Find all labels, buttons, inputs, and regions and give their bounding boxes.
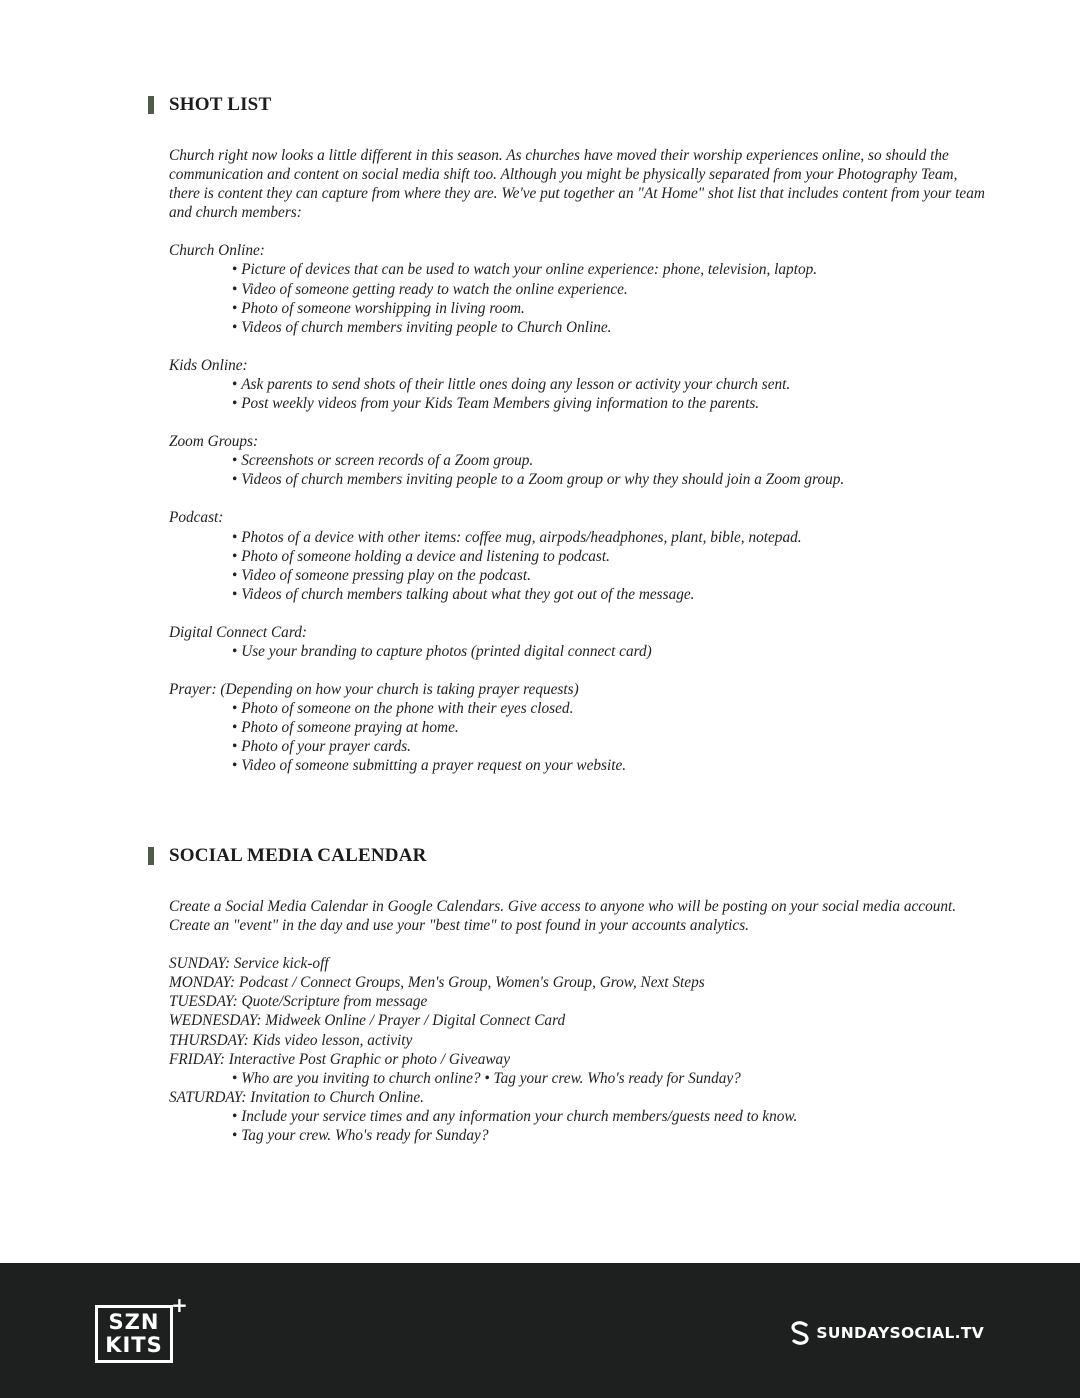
group-title: Prayer: (Depending on how your church is taking prayer requests)	[169, 681, 579, 699]
bullet-list	[169, 1107, 989, 1145]
group-title: Kids Online:	[169, 356, 248, 374]
shot-list-title: SHOT LIST	[169, 94, 272, 115]
list-item: • Ask parents to send shots of their little ones doing any lesson or activity your church sent.	[169, 375, 989, 394]
group-title: Church Online:	[169, 242, 265, 260]
shot-group-prayer	[169, 680, 989, 775]
bullet-list	[169, 699, 989, 775]
calendar-day-wednesday: WEDNESDAY: Midweek Online / Prayer / Digital Connect Card	[169, 1012, 566, 1030]
list-item: • Video of someone pressing play on the podcast.	[169, 566, 989, 585]
calendar-day-thursday: THURSDAY: Kids video lesson, activity	[169, 1031, 413, 1049]
list-item: • Video of someone submitting a prayer request on your website.	[169, 756, 989, 775]
group-title: Digital Connect Card:	[169, 623, 307, 641]
list-item: • Include your service times and any information your church members/guests need to know.	[169, 1107, 989, 1126]
social-calendar-title: SOCIAL MEDIA CALENDAR	[169, 845, 427, 866]
calendar-day-friday: FRIDAY: Interactive Post Graphic or photo / Giveaway	[169, 1050, 510, 1068]
social-calendar-intro: Create a Social Media Calendar in Google Calendars. Give access to anyone who will be posting on your social media account. Create an "event" in the day and use your "best time" to post found in your accounts analytics.	[169, 898, 957, 935]
shot-group-digital-connect-card	[169, 623, 989, 661]
list-item: • Videos of church members talking about what they got out of the message.	[169, 585, 989, 604]
shot-group-kids-online	[169, 356, 989, 413]
shot-group-podcast	[169, 508, 989, 603]
list-item: • Use your branding to capture photos (printed digital connect card)	[169, 642, 989, 661]
logo-text-line1: SZN	[108, 1310, 160, 1334]
list-item: • Photos of a device with other items: coffee mug, airpods/headphones, plant, bible, notepad.	[169, 528, 989, 547]
list-item: • Photo of someone on the phone with their eyes closed.	[169, 699, 989, 718]
list-item: • Photo of someone worshipping in living room.	[169, 299, 989, 318]
logo-text-line2: KITS	[105, 1333, 163, 1357]
weekly-schedule	[169, 954, 989, 1145]
sunday-social-s-icon	[789, 1320, 811, 1346]
bullet-list	[169, 528, 989, 604]
calendar-day-tuesday: TUESDAY: Quote/Scripture from message	[169, 993, 428, 1011]
sunday-social-brand	[789, 1320, 984, 1346]
shot-group-church-online	[169, 241, 989, 336]
szn-kits-logo-box	[95, 1305, 173, 1363]
list-item: • Screenshots or screen records of a Zoom group.	[169, 451, 989, 470]
list-item: • Who are you inviting to church online? • Tag your crew. Who's ready for Sunday?	[169, 1069, 989, 1088]
heading-bar-marker	[148, 96, 154, 114]
social-calendar-heading	[148, 845, 427, 867]
list-item: • Videos of church members inviting people to a Zoom group or why they should join a Zoom group.	[169, 470, 989, 489]
calendar-day-sunday: SUNDAY: Service kick-off	[169, 955, 329, 973]
list-item: • Photo of someone praying at home.	[169, 718, 989, 737]
calendar-day-monday: MONDAY: Podcast / Connect Groups, Men's Group, Women's Group, Grow, Next Steps	[169, 974, 705, 992]
list-item: • Video of someone getting ready to watch the online experience.	[169, 280, 989, 299]
social-calendar-body	[169, 897, 989, 1145]
bullet-list	[169, 260, 989, 336]
shot-group-zoom-groups	[169, 432, 989, 489]
group-title: Podcast:	[169, 509, 224, 527]
bullet-list	[169, 375, 989, 413]
bullet-list	[169, 451, 989, 489]
shot-list-heading	[148, 94, 271, 116]
list-item: • Photo of your prayer cards.	[169, 737, 989, 756]
group-title: Zoom Groups:	[169, 433, 259, 451]
brand-text: SUNDAYSOCIAL.TV	[816, 1324, 984, 1342]
calendar-day-saturday: SATURDAY: Invitation to Church Online.	[169, 1088, 424, 1106]
bullet-list	[169, 1069, 989, 1088]
bullet-list	[169, 642, 989, 661]
plus-icon: +	[171, 1293, 188, 1317]
list-item: • Picture of devices that can be used to watch your online experience: phone, television, laptop.	[169, 260, 989, 279]
heading-bar-marker	[148, 847, 154, 865]
shot-list-intro: Church right now looks a little different in this season. As churches have moved their worship experiences online, so should the communication and content on social media shift too. Although you might be physically separated from your Photography Team, there is content they can capture from where they are. We've put together an "At Home" shot list that includes content from your team and church members:	[169, 147, 985, 222]
list-item: • Tag your crew. Who's ready for Sunday?	[169, 1126, 989, 1145]
list-item: • Post weekly videos from your Kids Team Members giving information to the parents.	[169, 394, 989, 413]
list-item: • Photo of someone holding a device and listening to podcast.	[169, 547, 989, 566]
szn-kits-logo	[95, 1293, 188, 1371]
page-footer	[0, 1263, 1080, 1398]
shot-list-body	[169, 146, 989, 776]
list-item: • Videos of church members inviting people to Church Online.	[169, 318, 989, 337]
